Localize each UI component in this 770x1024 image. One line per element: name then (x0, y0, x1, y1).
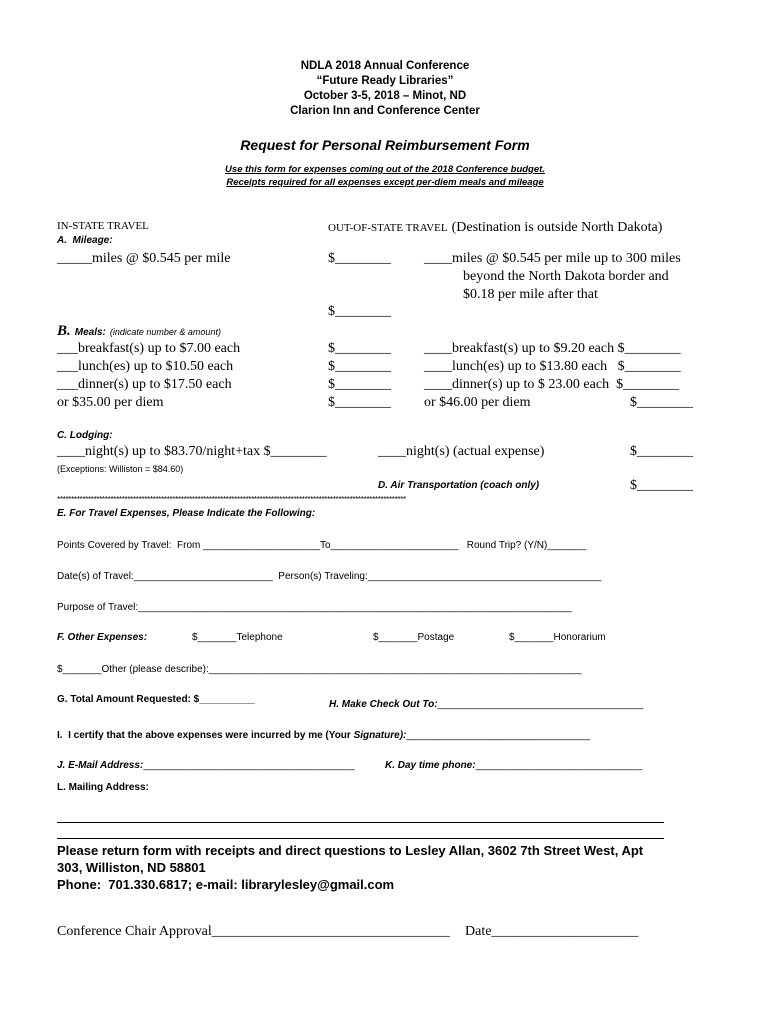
certification[interactable] (57, 725, 590, 743)
points-covered[interactable]: Points Covered by Travel: From _____________________To_______________________ Round Trip? (Y/N)_______ (57, 540, 587, 551)
return-address: 303, Williston, ND 58801 (57, 860, 206, 875)
outstate-diem-amount[interactable]: $________ (630, 395, 693, 410)
outstate-heading-note: (Destination is outside North Dakota) (451, 220, 663, 235)
honorarium-expense[interactable]: $_______Honorarium (509, 632, 606, 643)
instate-mileage-amount[interactable]: $________ (328, 251, 391, 266)
meals-letter: B. (57, 323, 71, 339)
asterisk-divider: **************************************************************************************************************************** (57, 495, 406, 504)
contact-info: Phone: 701.330.6817; e-mail: librarylesley@gmail.com (57, 877, 395, 892)
section-e-label: E. For Travel Expenses, Please Indicate the Following: (57, 508, 316, 519)
meals-title: Meals: (74, 327, 106, 338)
other-expense[interactable]: $_______Other (please describe):___________________________________________________________________ (57, 664, 582, 675)
form-note-budget: Use this form for expenses coming out of the 2018 Conference budget. (225, 164, 545, 175)
make-check-out-to[interactable] (329, 694, 643, 712)
email-label: J. E-Mail Address: (57, 760, 144, 771)
meals-note: (indicate number & amount) (109, 327, 221, 337)
mailing-address-label: L. Mailing Address: (57, 782, 149, 793)
outstate-per-diem[interactable]: or $46.00 per diem (424, 395, 531, 410)
outstate-mileage-line2: beyond the North Dakota border and (463, 269, 669, 284)
conference-title: NDLA 2018 Annual Conference (300, 60, 470, 72)
instate-lunch-amount[interactable]: $________ (328, 359, 391, 374)
outstate-heading-text: OUT-OF-STATE TRAVEL (328, 222, 448, 234)
chair-approval[interactable]: Conference Chair Approval__________________________________ (57, 924, 450, 939)
instate-lunch[interactable]: ___lunch(es) up to $10.50 each (57, 359, 234, 374)
approval-date[interactable]: Date_____________________ (465, 924, 639, 939)
outstate-lodging-line[interactable]: ____night(s) (actual expense) (378, 444, 545, 459)
check-out-blank[interactable]: _____________________________________ (437, 699, 644, 710)
outstate-mileage-line[interactable]: ____miles @ $0.545 per mile up to 300 miles (424, 251, 681, 266)
total-amount-requested[interactable]: G. Total Amount Requested: $__________ (57, 694, 255, 705)
air-label: D. Air Transportation (coach only) (378, 480, 540, 491)
mileage-label: A. Mileage: (57, 235, 113, 246)
telephone-expense[interactable]: $_______Telephone (192, 632, 283, 643)
section-f-label: F. Other Expenses: (57, 632, 148, 643)
lodging-label: C. Lodging: (57, 430, 113, 441)
signature-label: Signature): (353, 730, 407, 741)
instate-dinner-amount[interactable]: $________ (328, 377, 391, 392)
instate-mileage-line[interactable]: _____miles @ $0.545 per mile (57, 251, 231, 266)
phone-label: K. Day time phone: (385, 760, 476, 771)
outstate-mileage-amount[interactable]: $________ (328, 304, 391, 319)
outstate-heading (328, 218, 662, 236)
outstate-breakfast[interactable]: ____breakfast(s) up to $9.20 each $________ (424, 341, 681, 356)
mailing-address-line-1[interactable] (57, 822, 664, 823)
meals-label (57, 322, 221, 340)
outstate-lunch[interactable]: ____lunch(es) up to $13.80 each $________ (424, 359, 681, 374)
return-instructions: Please return form with receipts and direct questions to Lesley Allan, 3602 7th Street West, Apt (57, 843, 644, 858)
air-amount[interactable]: $________ (630, 478, 693, 493)
instate-diem-amount[interactable]: $________ (328, 395, 391, 410)
instate-lodging-line[interactable]: ____night(s) up to $83.70/night+tax $________ (57, 444, 327, 459)
instate-breakfast-amount[interactable]: $________ (328, 341, 391, 356)
outstate-mileage-line3: $0.18 per mile after that (463, 287, 598, 302)
signature-blank[interactable]: _________________________________ (406, 730, 590, 741)
mailing-address-line-2[interactable] (57, 838, 664, 839)
conference-theme: “Future Ready Libraries” (316, 75, 454, 87)
postage-expense[interactable]: $_______Postage (373, 632, 455, 643)
outstate-lodging-amount[interactable]: $________ (630, 444, 693, 459)
purpose-of-travel[interactable]: Purpose of Travel:______________________________________________________________________________ (57, 602, 572, 613)
email-address[interactable] (57, 755, 355, 773)
instate-heading: IN-STATE TRAVEL (57, 220, 149, 232)
instate-breakfast[interactable]: ___breakfast(s) up to $7.00 each (57, 341, 241, 356)
email-blank[interactable]: ______________________________________ (143, 760, 355, 771)
form-title: Request for Personal Reimbursement Form (240, 137, 530, 153)
form-note-receipts: Receipts required for all expenses except per-diem meals and mileage (226, 177, 544, 188)
instate-dinner[interactable]: ___dinner(s) up to $17.50 each (57, 377, 232, 392)
outstate-dinner[interactable]: ____dinner(s) up to $ 23.00 each $________ (424, 377, 680, 392)
check-out-label: H. Make Check Out To: (329, 699, 438, 710)
travel-dates-persons[interactable]: Date(s) of Travel:_________________________ Person(s) Traveling:__________________________________________ (57, 571, 602, 582)
certification-text: I. I certify that the above expenses were incurred by me (Your (57, 730, 354, 741)
phone-blank[interactable]: ______________________________ (475, 760, 643, 771)
conference-venue: Clarion Inn and Conference Center (290, 105, 480, 117)
instate-per-diem[interactable]: or $35.00 per diem (57, 395, 164, 410)
conference-dates: October 3-5, 2018 – Minot, ND (303, 90, 467, 102)
day-time-phone[interactable] (385, 755, 642, 773)
lodging-exceptions: (Exceptions: Williston = $84.60) (57, 464, 184, 474)
